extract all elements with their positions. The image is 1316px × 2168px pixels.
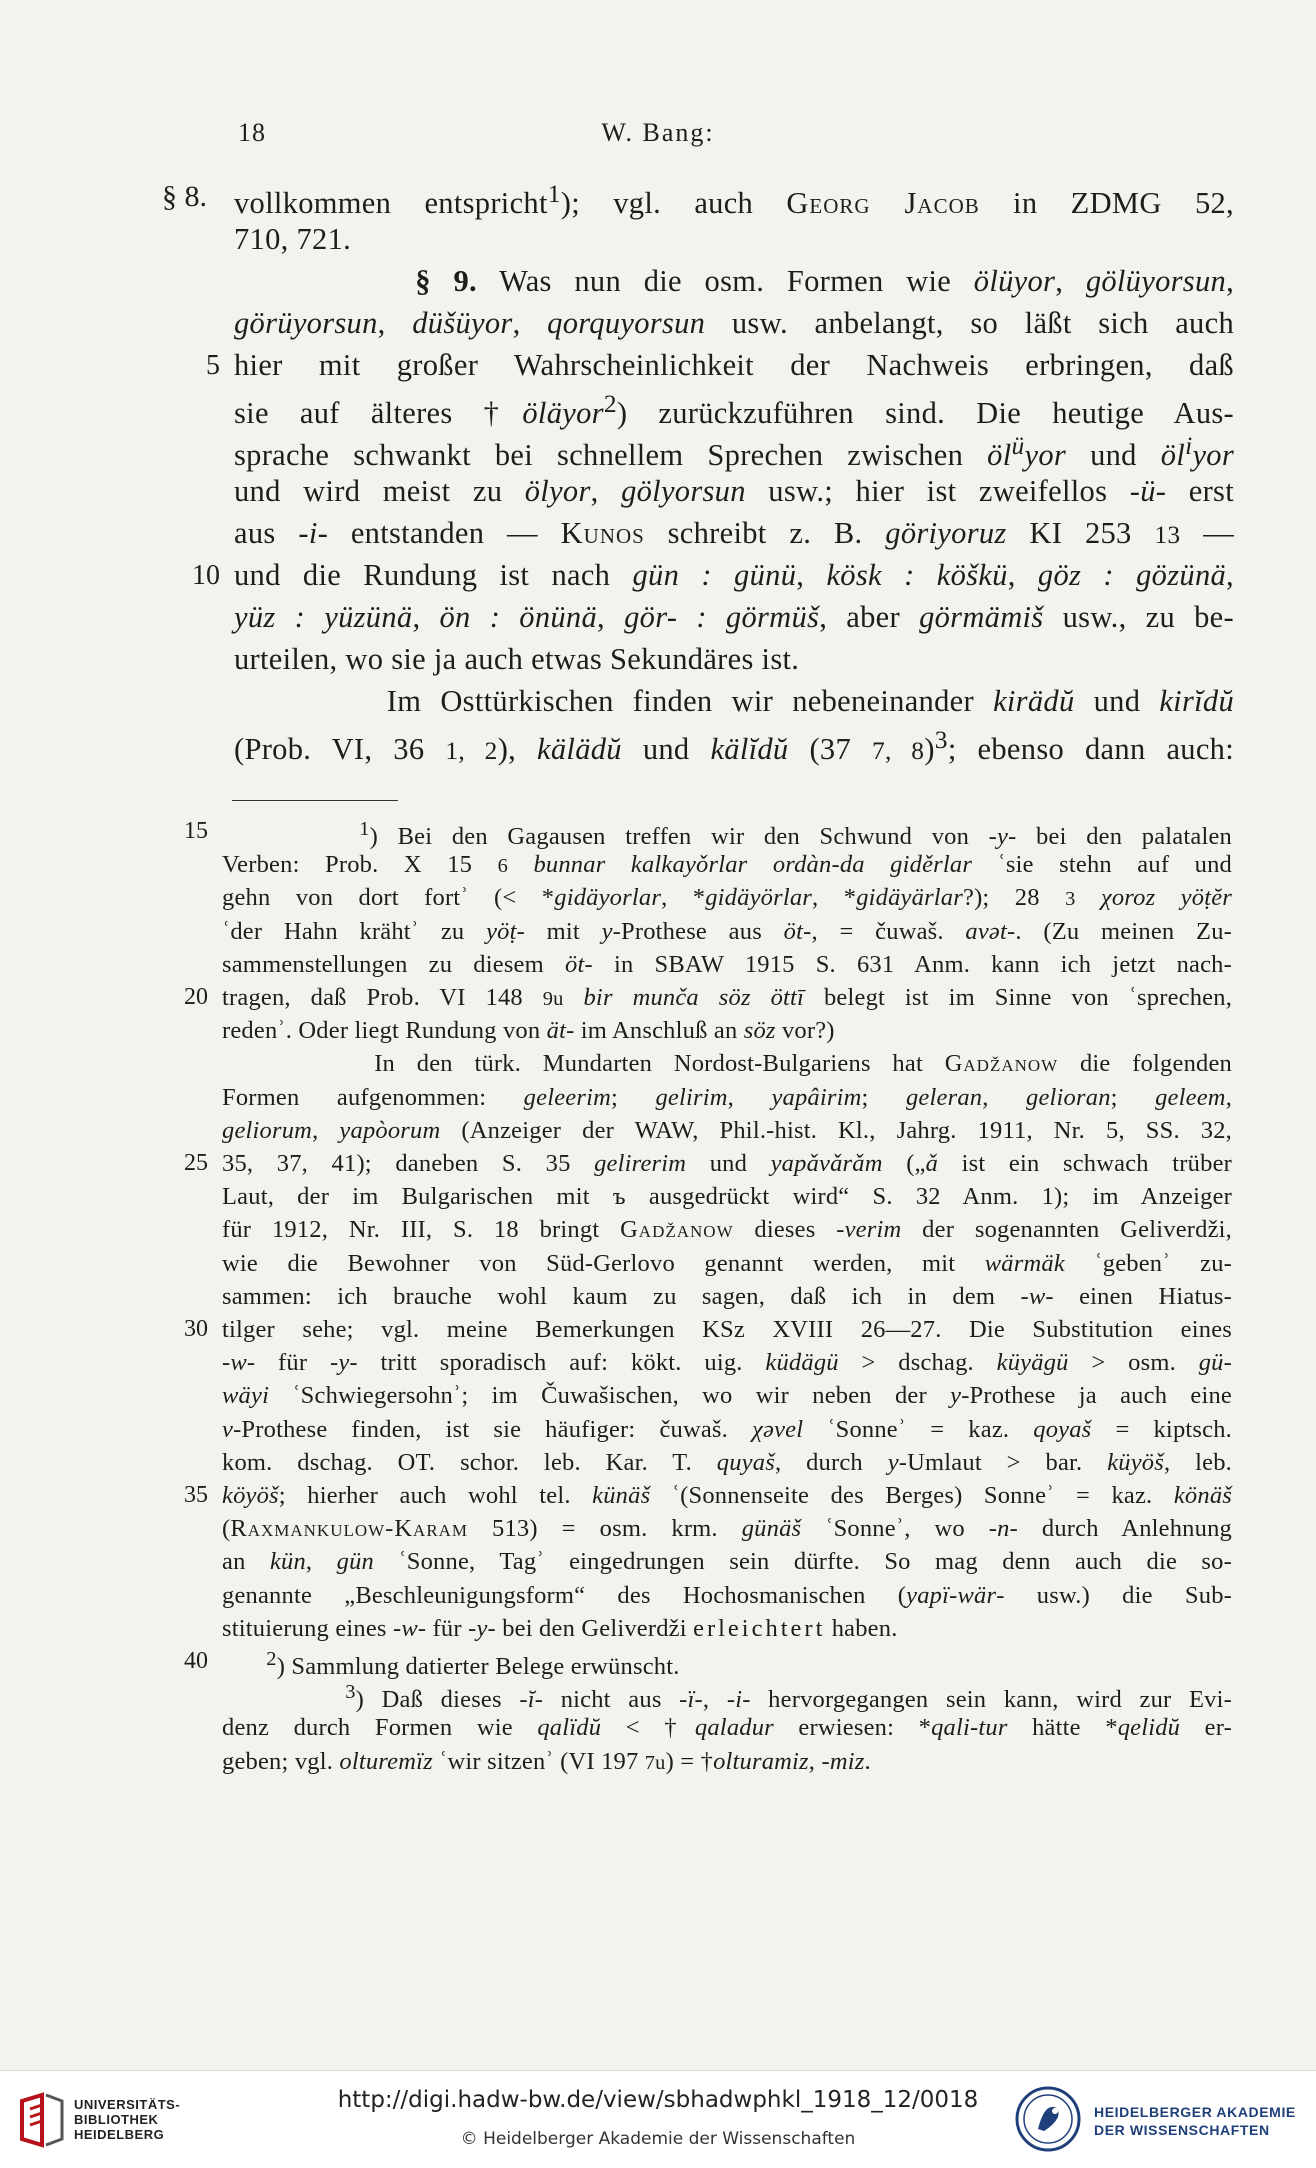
footnote_lines-line: geben; vgl. olturemïz ʿwir sitzenʾ (VI 197 7u) = †olturamiz, -miz. — [222, 1747, 871, 1775]
footnote_lines-line: stituierung eines -w- für -y- bei den Geliverdži erleichtert haben. — [222, 1614, 898, 1642]
footnote_lines-line: $^3$) Daß dieses -ĭ- nicht aus -ï-, -i- hervorgegangen sein kann, wird zur Evi- — [345, 1681, 1232, 1714]
footnote-rule — [232, 800, 398, 801]
footnote_lines-line: Formen aufgenommen: geleerim; gelirim, yapâirim; geleran, gelioran; geleem, — [222, 1083, 1233, 1111]
academy-seal-icon — [1014, 2085, 1082, 2153]
library-logo-line-3: HEIDELBERG — [74, 2127, 165, 2142]
footnote_lines-line: sammen: ich brauche wohl kaum zu sagen, daß ich in dem -w- einen Hiatus- — [222, 1282, 1232, 1310]
line-number: 15 — [184, 818, 208, 844]
footnote_lines-line: Verben: Prob. X 15 6 bunnar kalkayǒrlar ordàn-da giděrlar ʿsie stehn auf und — [222, 851, 1232, 879]
library-logo-line-2: BIBLIOTHEK — [74, 2112, 159, 2127]
footnote_lines-line: 35, 37, 41); daneben S. 35 gelirerim und yapǎvǎrǎm („ǎ ist ein schwach trüber — [222, 1150, 1232, 1177]
main_lines-line: sprache schwankt bei schnellem Sprechen zwischen $öl^üyor$ und $öl^iyor$ — [234, 432, 1234, 473]
footnote_lines-line: ʿder Hahn krähtʾ zu yöṭ- mit y-Prothese aus öt-, = čuwaš. avǝt-. (Zu meinen Zu- — [222, 917, 1233, 945]
footnote_lines-line: -w- für -y- tritt sporadisch auf: kökt. uig. küdägü > dschag. küyägü > osm. gü- — [222, 1349, 1232, 1377]
line-number: 20 — [184, 984, 208, 1010]
footnote_lines-line: geliorum, yapòorum (Anzeiger der WAW, Phil.-hist. Kl., Jahrg. 1911, Nr. 5, SS. 32, — [222, 1116, 1233, 1144]
footnote_lines-line: wäyi ʿSchwiegersohnʾ; im Čuwašischen, wo wir neben der y-Prothese ja auch eine — [222, 1382, 1233, 1410]
academy-logo-line-2: DER WISSENSCHAFTEN — [1094, 2122, 1270, 2138]
line-number: 5 — [206, 350, 220, 381]
footnote_lines-line: $^2$) Sammlung datierter Belege erwünscht. — [266, 1648, 680, 1681]
footnote_lines-line: gehn von dort fortʾ (< *gidäyorlar, *gidäyörlar, *gidäyärlar?); 28 3 χoroz yöṭĕr — [222, 884, 1233, 912]
footnote_lines-line: (Raχmankulow-Karam 513) = osm. krm. günäš ʿSonneʾ, wo -n- durch Anlehnung — [222, 1515, 1232, 1543]
footnote_lines-line: genannte „Beschleunigungsform“ des Hochosmanischen (yapï-wär- usw.) die Sub- — [222, 1581, 1233, 1609]
main_lines-line: § 9. Was nun die osm. Formen wie ölüyor, gölüyorsun, — [415, 264, 1234, 298]
academy-logo-line-1: HEIDELBERGER AKADEMIE — [1094, 2104, 1296, 2120]
main_lines-line: vollkommen entspricht$^1$); vgl. auch Georg Jacob in ZDMG 52, — [234, 180, 1234, 221]
section-mark: § 8. — [162, 180, 207, 213]
main_lines-line: sie auf älteres †öläyor$^2$) zurückzuführen sind. Die heutige Aus- — [234, 390, 1234, 431]
line-number: 25 — [184, 1150, 208, 1176]
line-number: 10 — [192, 560, 220, 591]
footnote_lines-line: $^1$) Bei den Gagausen treffen wir den Schwund von -y- bei den palatalen — [359, 818, 1232, 851]
library-logo-line-1: UNIVERSITÄTS- — [74, 2097, 181, 2112]
main_lines-line: und die Rundung ist nach gün : günü, kösk : köškü, göz : gözünä, — [234, 558, 1234, 592]
footnote_lines-line: v-Prothese finden, ist sie häufiger: čuwaš. χǝvel ʿSonneʾ = kaz. qoyaš = kiptsch. — [222, 1415, 1232, 1443]
main_lines-line: 710, 721. — [234, 222, 352, 256]
viewer-footer — [0, 2070, 1316, 2168]
line-number: 40 — [184, 1648, 208, 1674]
source-url-link[interactable]: http://digi.hadw-bw.de/view/sbhadwphkl_1918_12/0018 — [337, 2087, 979, 2113]
footnote_lines-line: redenʾ. Oder liegt Rundung von ät- im Anschluß an söz vor?) — [222, 1017, 835, 1045]
footnote_lines-line: für 1912, Nr. III, S. 18 bringt Gadžanow dieses -verim der sogenannten Geliverdži, — [222, 1216, 1232, 1244]
line-number: 35 — [184, 1482, 208, 1508]
line-number: 30 — [184, 1316, 208, 1342]
footnote_lines-line: tragen, daß Prob. VI 148 9u bir munča söz öttī belegt ist im Sinne von ʿsprechen, — [222, 984, 1233, 1011]
footnote_lines-line: kom. dschag. OT. schor. leb. Kar. T. quyaš, durch y-Umlaut > bar. küyöš, leb. — [222, 1448, 1232, 1476]
main_lines-line: (Prob. VI, 36 1, 2), kälädŭ und kälĭdŭ (37 7, 8)$^3$; ebenso dann auch: — [234, 726, 1234, 767]
main_lines-line: und wird meist zu ölyor, gölyorsun usw.; hier ist zweifellos -ü- erst — [234, 474, 1234, 508]
copyright-notice: © Heidelberger Akademie der Wissenschaften — [460, 2129, 856, 2149]
running-title: W. Bang: — [601, 118, 715, 147]
footnote_lines-line: köyöš; hierher auch wohl tel. künäš ʿ(Sonnenseite des Berges) Sonneʾ = kaz. könäš — [222, 1482, 1233, 1509]
footnote_lines-line: tilger sehe; vgl. meine Bemerkungen KSz XVIII 26—27. Die Substitution eines — [222, 1316, 1232, 1343]
footnote_lines-line: wie die Bewohner von Süd-Gerlovo genannt werden, mit wärmäk ʿgebenʾ zu- — [222, 1249, 1232, 1277]
page-number: 18 — [238, 118, 266, 147]
footnote_lines-line: sammenstellungen zu diesem öt- in SBAW 1915 S. 631 Anm. kann ich jetzt nach- — [222, 950, 1232, 978]
footnote_lines-line: In den türk. Mundarten Nordost-Bulgariens hat Gadžanow die folgenden — [222, 1050, 1232, 1078]
academy-logo[interactable] — [1014, 2083, 1304, 2155]
main_lines-line: hier mit großer Wahrscheinlichkeit der Nachweis erbringen, daß — [234, 348, 1234, 382]
main_lines-line: görüyorsun, düšüyor, qorquyorsun usw. anbelangt, so läßt sich auch — [234, 306, 1234, 340]
footnote_lines-line: denz durch Formen wie qalïdŭ < †qaladur erwiesen: *qali-tur hätte *qelidŭ er- — [222, 1714, 1232, 1742]
main_lines-line: Im Osttürkischen finden wir nebeneinander kirädŭ und kirĭdŭ — [234, 684, 1234, 718]
footnote_lines-line: an kün, gün ʿSonne, Tagʾ eingedrungen sein dürfte. So mag denn auch die so- — [222, 1548, 1232, 1576]
main_lines-line: urteilen, wo sie ja auch etwas Sekundäres ist. — [234, 642, 800, 676]
main_lines-line: yüz : yüzünä, ön : önünä, gör- : görmüš, aber görmämiš usw., zu be- — [234, 600, 1234, 634]
main_lines-line: aus -i- entstanden — Kunos schreibt z. B. göriyoruz KI 253 13 — — [234, 516, 1234, 550]
footnote_lines-line: Laut, der im Bulgarischen mit ъ ausgedrückt wird“ S. 32 Anm. 1); im Anzeiger — [222, 1183, 1232, 1211]
